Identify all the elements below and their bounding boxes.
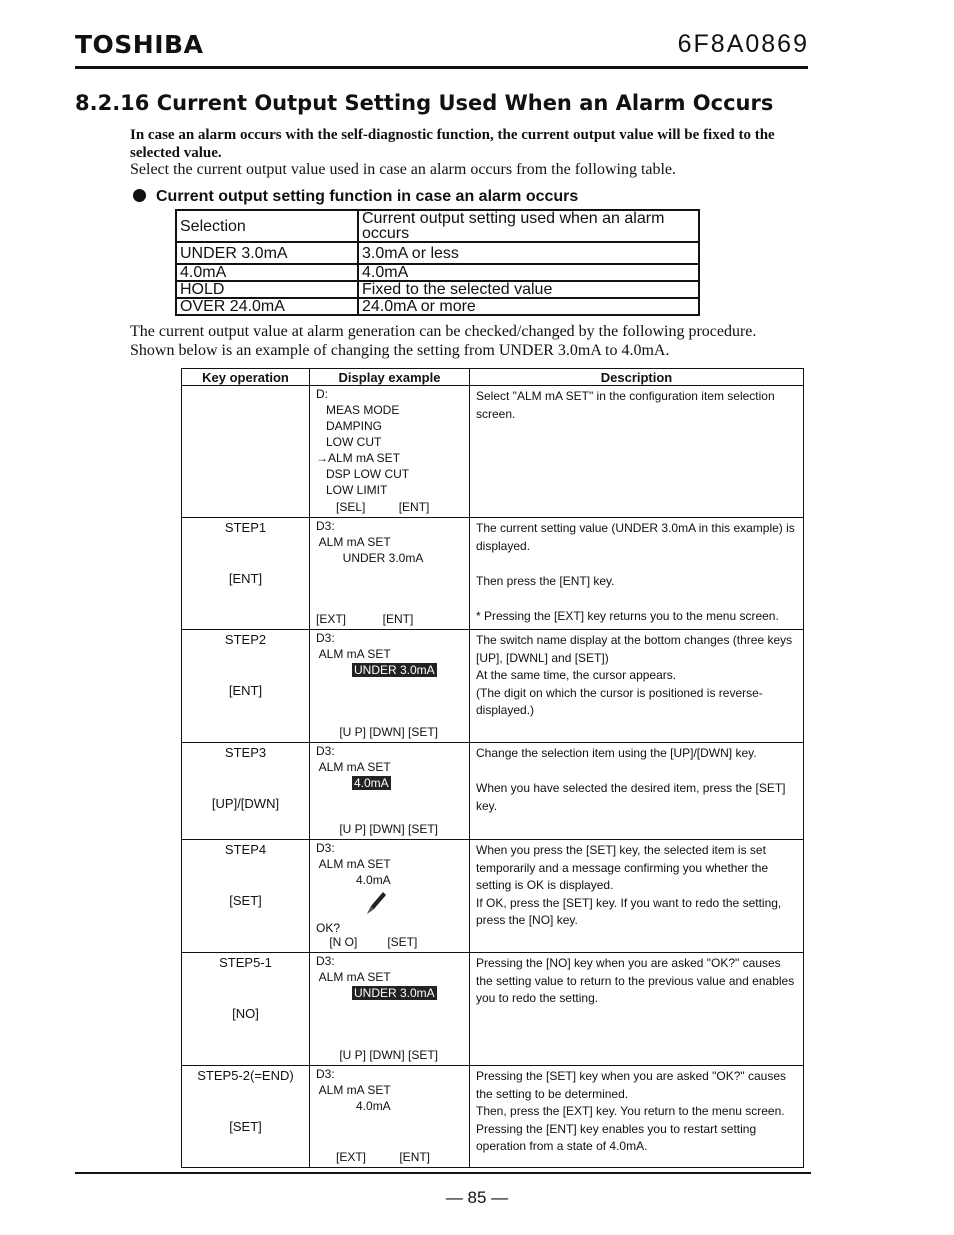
description-text: Pressing the [NO] key when you are asked "OK?" causes the setting value to return to the previous value and enables you to redo the setting.	[476, 956, 795, 1005]
description-cell	[470, 1066, 804, 1168]
subheading-text: Current output setting function in case an alarm occurs	[156, 188, 579, 205]
key-label: [SET]	[229, 1119, 262, 1134]
display-line: ALM mA SET	[316, 647, 391, 661]
display-line: 4.0mA	[316, 1099, 391, 1113]
setting-cell: 3.0mA or less	[358, 242, 699, 264]
description-text: Select "ALM mA SET" in the configuration item selection screen.	[476, 389, 775, 421]
selection-cell: HOLD	[176, 281, 358, 298]
key-label: [NO]	[232, 1006, 259, 1021]
display-soft-keys: [EXT] [ENT]	[316, 1150, 431, 1164]
key-operation-cell	[182, 840, 310, 953]
footer-rule	[75, 1172, 811, 1174]
table-row	[182, 630, 804, 743]
display-line: 4.0mA	[316, 873, 391, 887]
display-line: D3:	[316, 954, 335, 968]
section-title: 8.2.16 Current Output Setting Used When an Alarm Occurs	[75, 91, 774, 115]
step-label: STEP2	[224, 632, 267, 647]
display-line: D3:	[316, 631, 335, 645]
display-example-cell	[310, 386, 470, 518]
display-line: LOW CUT	[316, 435, 382, 449]
key-label: [SET]	[229, 893, 262, 908]
selection-cell: UNDER 3.0mA	[176, 242, 358, 264]
description-text: Pressing the [SET] key when you are asked "OK?" causes the setting to be determined. Then, press the [EXT] key. You return to the menu screen. Pressing the [ENT] key enables you to restart setting operation from a state of 4.0mA.	[476, 1069, 787, 1153]
description-cell	[470, 743, 804, 840]
table-row	[182, 1066, 804, 1168]
setting-cell: Fixed to the selected value	[358, 281, 699, 298]
table-row	[176, 242, 699, 264]
key-operation-cell	[182, 386, 310, 518]
key-label: [ENT]	[228, 571, 263, 586]
display-soft-keys: [EXT] [ENT]	[316, 612, 414, 626]
key-operation-header: Key operation	[182, 369, 310, 386]
display-line: ALM mA SET	[316, 1083, 391, 1097]
key-operation-cell	[182, 743, 310, 840]
display-line: →ALM mA SET	[316, 451, 401, 465]
display-line: LOW LIMIT	[316, 483, 388, 497]
step-label: STEP4	[224, 842, 267, 857]
display-line: D3:	[316, 519, 335, 533]
header-rule	[75, 66, 808, 69]
key-operation-cell	[182, 953, 310, 1066]
bullet-icon	[133, 189, 146, 202]
step-label: STEP1	[224, 520, 267, 535]
display-line: UNDER 3.0mA	[316, 551, 424, 565]
display-line	[316, 904, 469, 920]
display-line: ALM mA SET	[316, 970, 391, 984]
display-line	[316, 888, 469, 904]
document-number: 6F8A0869	[677, 30, 809, 58]
display-line: D3:	[316, 841, 335, 855]
key-operation-cell	[182, 1066, 310, 1168]
cursor-highlight: 4.0mA	[354, 776, 389, 790]
display-soft-keys: [U P] [DWN] [SET]	[316, 725, 439, 739]
selection-table	[175, 209, 700, 316]
display-soft-keys: [N O] [SET]	[316, 935, 418, 949]
step-label: STEP5-2(=END)	[197, 1068, 294, 1083]
display-example-header: Display example	[310, 369, 470, 386]
step-label: STEP5-1	[219, 955, 272, 970]
display-example-cell	[310, 630, 470, 743]
display-line: ALM mA SET	[316, 535, 391, 549]
procedure-table	[181, 368, 804, 1168]
description-cell	[470, 953, 804, 1066]
table-row	[176, 281, 699, 298]
display-line: OK?	[316, 921, 341, 935]
display-example-cell	[310, 1066, 470, 1168]
description-header: Description	[470, 369, 804, 386]
description-cell	[470, 386, 804, 518]
description-cell	[470, 840, 804, 953]
display-soft-keys: [SEL] [ENT]	[316, 500, 430, 514]
table-row	[182, 518, 804, 630]
selection-header: Selection	[176, 210, 358, 242]
setting-header: Current output setting used when an alarm occurs	[358, 210, 699, 242]
procedure-intro-line: Shown below is an example of changing the setting from UNDER 3.0mA to 4.0mA.	[130, 342, 670, 359]
setting-cell: 24.0mA or more	[358, 298, 699, 315]
selection-cell: OVER 24.0mA	[176, 298, 358, 315]
key-operation-cell	[182, 518, 310, 630]
table-row	[182, 840, 804, 953]
procedure-intro	[130, 322, 756, 360]
key-operation-cell	[182, 630, 310, 743]
display-example-cell	[310, 840, 470, 953]
table-row	[176, 298, 699, 315]
intro-bold-text: In case an alarm occurs with the self-diagnostic function, the current output value will be fixed to the selected value.	[130, 127, 775, 161]
description-text: The switch name display at the bottom changes (three keys [UP], [DWNL] and [SET]) At the same time, the cursor appears. (The digit on which the cursor is positioned is reverse-displayed.)	[476, 633, 793, 717]
table-row	[182, 953, 804, 1066]
page-number: — 85 —	[445, 1188, 509, 1207]
display-line: ALM mA SET	[316, 857, 391, 871]
display-line: DSP LOW CUT	[316, 467, 410, 481]
description-cell	[470, 630, 804, 743]
description-text: Change the selection item using the [UP]/[DWN] key. When you have selected the desired item, press the [SET] key.	[476, 746, 786, 813]
table-row	[182, 386, 804, 518]
display-example-cell	[310, 743, 470, 840]
description-text: When you press the [SET] key, the selected item is set temporarily and a message confirming you whether the setting is OK is displayed. If OK, press the [SET] key. If you want to redo the setting, press the [NO] key.	[476, 843, 782, 927]
cursor-highlight: UNDER 3.0mA	[354, 663, 435, 677]
display-line: D3:	[316, 744, 335, 758]
description-text: The current setting value (UNDER 3.0mA in this example) is displayed. Then press the [ENT] key. * Pressing the [EXT] key returns you to the menu screen.	[476, 521, 795, 623]
step-label	[182, 386, 309, 403]
table-row	[176, 264, 699, 281]
key-label	[182, 439, 309, 454]
display-line: DAMPING	[316, 419, 383, 433]
display-soft-keys: [U P] [DWN] [SET]	[316, 1048, 439, 1062]
step-label: STEP3	[224, 745, 267, 760]
key-label: [UP]/[DWN]	[211, 796, 280, 811]
display-line: D:	[316, 387, 328, 401]
display-line: D3:	[316, 1067, 335, 1081]
display-example-cell	[310, 518, 470, 630]
display-line: MEAS MODE	[316, 403, 400, 417]
procedure-intro-line: The current output value at alarm generation can be checked/changed by the following procedure.	[130, 323, 757, 340]
intro-text: Select the current output value used in case an alarm occurs from the following table.	[130, 161, 677, 178]
display-example-cell	[310, 953, 470, 1066]
setting-cell: 4.0mA	[358, 264, 699, 281]
description-cell	[470, 518, 804, 630]
brand-logo: TOSHIBA	[75, 30, 204, 59]
display-soft-keys: [U P] [DWN] [SET]	[316, 822, 439, 836]
key-label: [ENT]	[228, 683, 263, 698]
pen-cursor-icon	[365, 890, 387, 920]
display-line: ALM mA SET	[316, 760, 391, 774]
cursor-highlight: UNDER 3.0mA	[354, 986, 435, 1000]
table-row	[182, 743, 804, 840]
subheading	[133, 188, 578, 206]
selection-cell: 4.0mA	[176, 264, 358, 281]
